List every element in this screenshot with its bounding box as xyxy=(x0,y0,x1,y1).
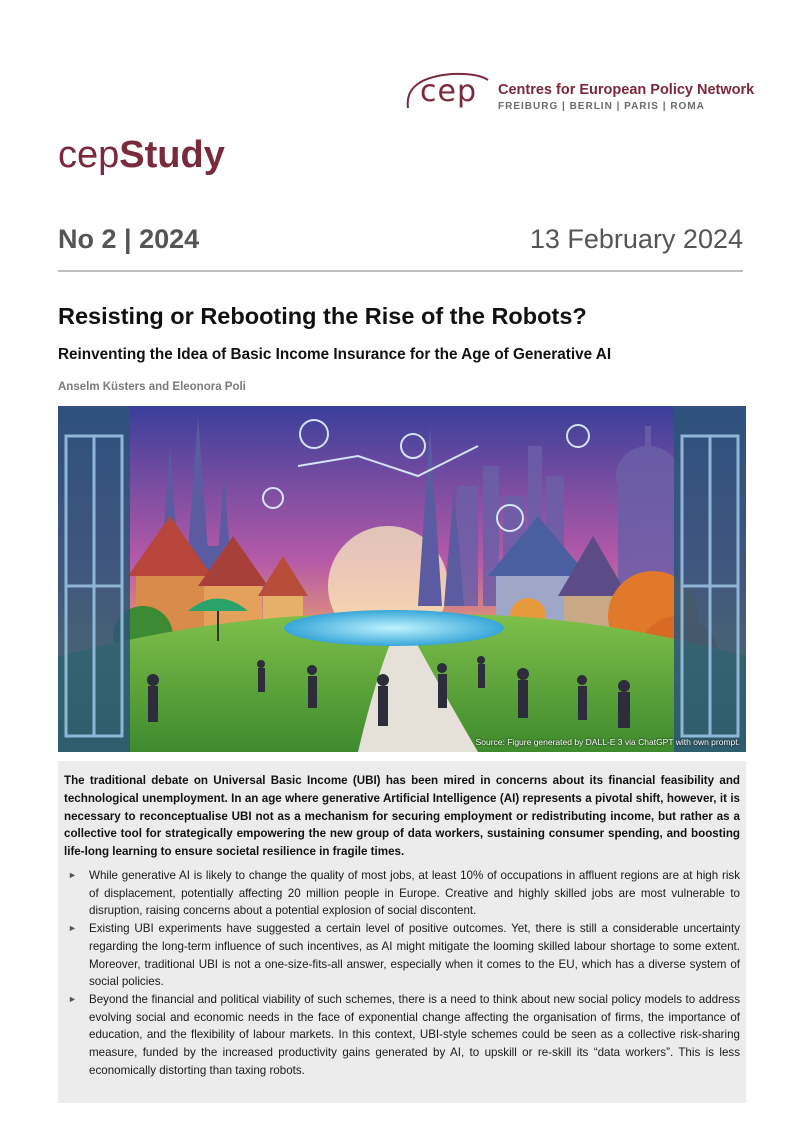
network-cities: FREIBURG | BERLIN | PARIS | ROMA xyxy=(498,101,705,112)
bullet-arrow-icon: ► xyxy=(68,993,77,1004)
key-point-text: Beyond the financial and political viability of such schemes, there is a need to think about new social policy models to address evolving social and economic needs in the face of exponential change affecting the organisation of firms, the importance of education, and the flexibility of labour markets. In this context, UBI-style schemes could be seen as a collective risk-sharing measure, funded by the increased productivity gains generated by AI, to upskill or re-skill its “data workers”. This is less economically distorting than taxing robots. xyxy=(89,992,740,1077)
summary-box xyxy=(58,761,746,1103)
key-point xyxy=(64,920,740,991)
authors: Anselm Küsters and Eleonora Poli xyxy=(58,381,246,393)
page-title: Resisting or Rebooting the Rise of the Robots? xyxy=(58,303,587,329)
key-point xyxy=(64,991,740,1080)
publication-brand xyxy=(58,134,225,177)
summary-lead: The traditional debate on Universal Basic Income (UBI) has been mired in concerns about its financial feasibility and technological unemployment. In an age where generative Artificial Intelligence (AI) represents a pivotal shift, however, it is necessary to reconceptualise UBI not as a mechanism for securing employment or redistributing income, but rather as a collective tool for strategically empowering the new group of data workers, sustaining consumer spending, and boosting life-long learning to ensure societal resilience in fragile times. xyxy=(64,774,740,859)
figure-caption: Source: Figure generated by DALL-E 3 via ChatGPT with own prompt. xyxy=(475,737,740,747)
key-point xyxy=(64,867,740,920)
key-point-text: While generative AI is likely to change the quality of most jobs, at least 10% of occupations in affluent regions are at high risk of displacement, potentially affecting 20 million people in Europe. Creative and highly skilled jobs are most vulnerable to disruption, raising concerns about a potential explosion of social discontent. xyxy=(89,868,740,918)
cover-illustration xyxy=(58,406,746,752)
bullet-arrow-icon: ► xyxy=(68,923,77,934)
issue-date: 13 February 2024 xyxy=(529,224,743,254)
brand-prefix: cep xyxy=(58,134,120,176)
city-park-illustration xyxy=(58,406,746,752)
page-subtitle: Reinventing the Idea of Basic Income Insurance for the Age of Generative AI xyxy=(58,346,612,363)
key-points-list xyxy=(64,867,740,1079)
logo-mark: cep xyxy=(420,74,477,109)
brand-suffix: Study xyxy=(119,134,225,176)
network-name: Centres for European Policy Network xyxy=(498,82,755,98)
issue-number: No 2 | 2024 xyxy=(58,224,200,254)
header-divider xyxy=(58,270,743,272)
key-point-text: Existing UBI experiments have suggested a certain level of positive outcomes. Yet, there is still a considerable uncertainty regarding the long-term influence of such incentives, as AI might mitigate the looming skilled labour shortage to some extent. Moreover, traditional UBI is not a one-size-fits-all answer, especially when it comes to the EU, which has a diverse system of social policies. xyxy=(89,922,740,989)
cep-network-logo xyxy=(400,68,755,120)
bullet-arrow-icon: ► xyxy=(68,869,77,880)
